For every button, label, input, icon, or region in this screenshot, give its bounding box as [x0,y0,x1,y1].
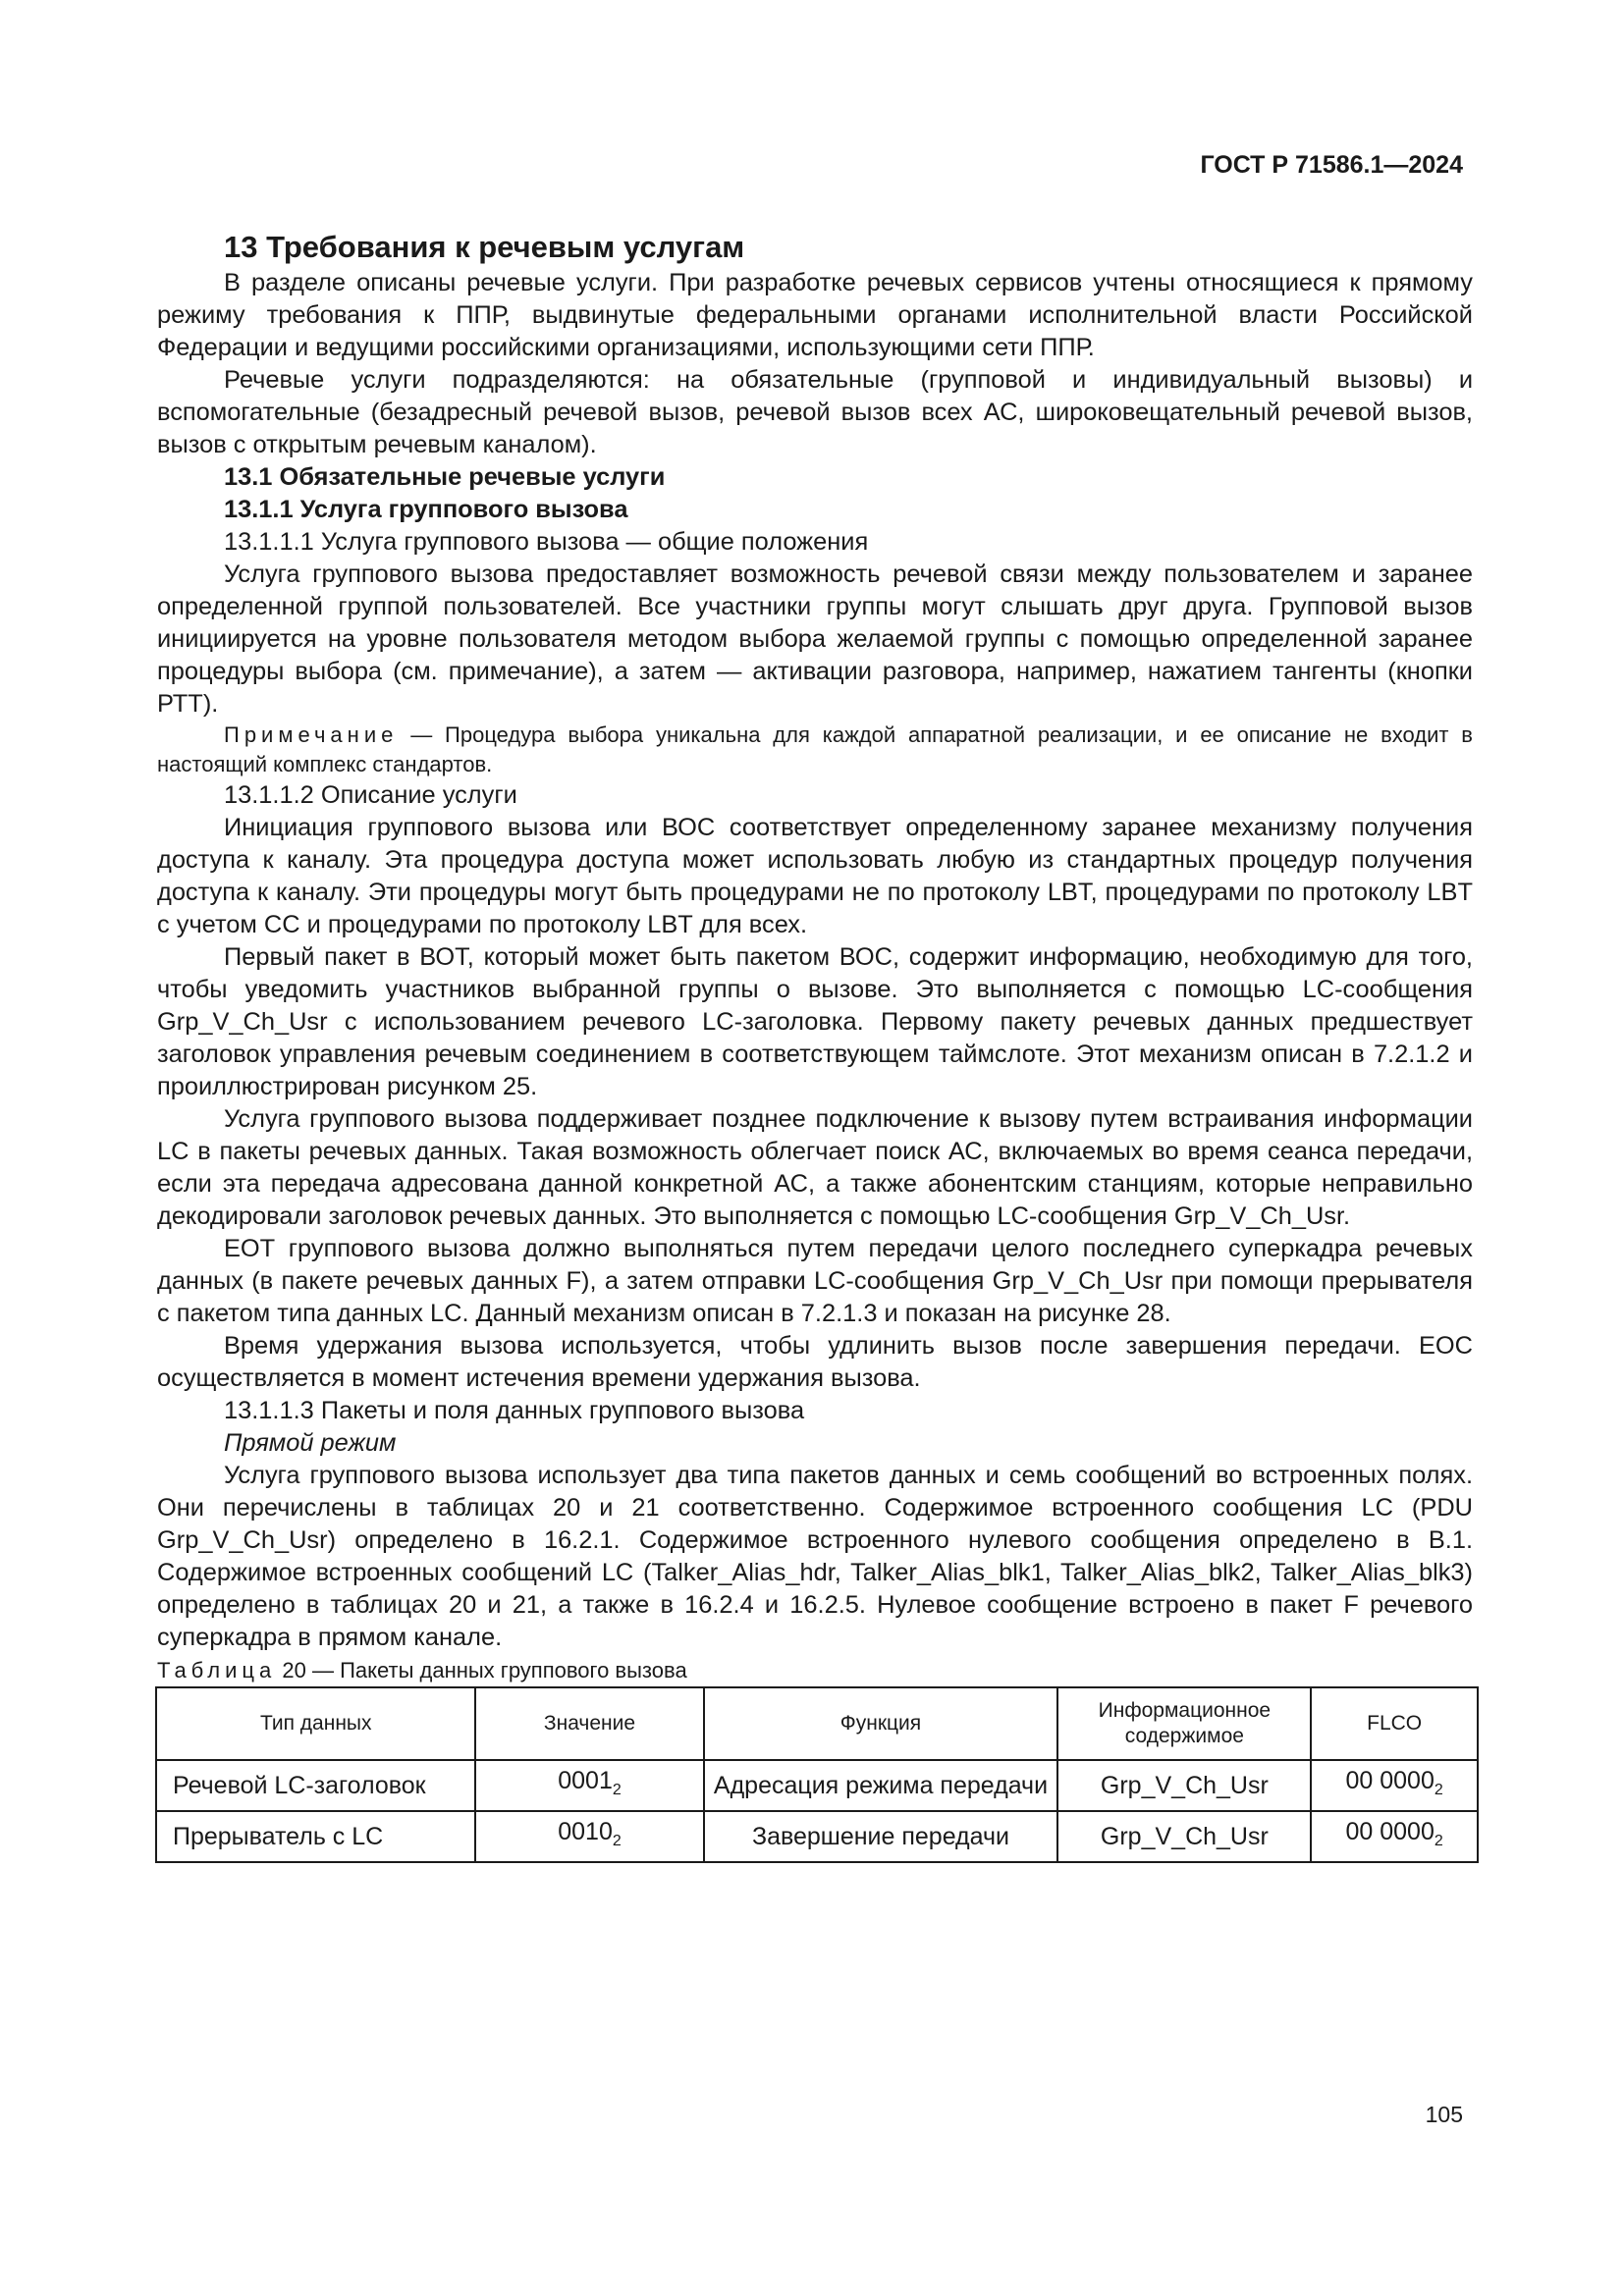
clause-title: 13.1.1 Услуга группового вызова [224,496,628,523]
subclause-2-paragraph-4: ЕОТ группового вызова должно выполняться путем передачи целого последнего суперкадра речевых данных (в пакете речевых данных F), а затем отправки LC-сообщения Grp_V_Ch_Usr при помощи прерывателя с пакетом типа данных LC. Данный механизм описан в 7.2.1.3 и показан на рисунке 28. [157,1235,1473,1327]
column-header-value: Значение [475,1687,703,1760]
cell-value [475,1760,703,1811]
cell-flco [1311,1760,1478,1811]
page-number: 105 [1425,2102,1463,2127]
subclause-3-paragraph: Услуга группового вызова использует два типа пакетов данных и семь сообщений во встроенных полях. Они перечислены в таблицах 20 и 21 соответственно. Содержимое встроенного сообщения LC (PDU Grp_V_Ch_Usr) определено в 16.2.1. Содержимое встроенного нулевого сообщения определено в В.1. Содержимое встроенных сообщений LC (Talker_Alias_hdr, Talker_Alias_blk1, Talker_Alias_blk2, Talker_Alias_blk3) определено в таблицах 20 и 21, а также в 16.2.4 и 16.2.5. Нулевое сообщение встроено в пакет F речевого суперкадра в прямом канале. [157,1462,1473,1651]
subclause-title-1: 13.1.1.1 Услуга группового вызова — общие положения [224,528,869,556]
cell-flco-text: 00 0000 [1345,1818,1435,1845]
column-header-function: Функция [704,1687,1058,1760]
cell-type: Речевой LC-заголовок [156,1760,475,1811]
subsection-title: 13.1 Обязательные речевые услуги [224,463,666,491]
table-caption-label: Таблица [157,1658,277,1682]
note [157,721,1473,779]
cell-flco-text: 00 0000 [1345,1767,1435,1794]
cell-value-text: 0010 [558,1818,613,1845]
cell-value [475,1811,703,1862]
intro-paragraph-2: Речевые услуги подразделяются: на обязательные (групповой и индивидуальный вызовы) и вспомогательные (безадресный речевой вызов, речевой вызов всех АС, широковещательный речевой вызов, вызов с открытым речевым каналом). [157,366,1473,458]
cell-info: Grp_V_Ch_Usr [1057,1760,1311,1811]
cell-value-subscript: 2 [612,1782,622,1798]
section-title: 13 Требования к речевым услугам [224,230,745,264]
column-header-info: Информационное содержимое [1057,1687,1311,1760]
subclause-2-paragraph-2: Первый пакет в ВОТ, который может быть пакетом ВОС, содержит информацию, необходимую для того, чтобы уведомить участников выбранной группы о вызове. Это выполняется с помощью LC-сообщения Grp_V_Ch_Usr с использованием речевого LC-заголовка. Первому пакету речевых данных предшествует заголовок управления речевым соединением в соответствующем таймслоте. Этот механизм описан в 7.2.1.2 и проиллюстрирован рисунком 25. [157,943,1473,1100]
table-row [156,1811,1478,1862]
cell-function: Завершение передачи [704,1811,1058,1862]
column-header-flco: FLCO [1311,1687,1478,1760]
data-packets-table [155,1686,1479,1863]
subclause-title-2: 13.1.1.2 Описание услуги [224,781,517,809]
intro-paragraph-1: В разделе описаны речевые услуги. При разработке речевых сервисов учтены относящиеся к прямому режиму требования к ППР, выдвинутые федеральными органами исполнительной власти Российской Федерации и ведущими российскими организациями, использующими сети ППР. [157,269,1473,361]
column-header-type: Тип данных [156,1687,475,1760]
cell-value-text: 0001 [558,1767,613,1794]
table-header-row [156,1687,1478,1760]
cell-flco-subscript: 2 [1434,1782,1443,1798]
cell-value-subscript: 2 [612,1833,622,1849]
cell-flco-subscript: 2 [1434,1833,1443,1849]
cell-function: Адресация режима передачи [704,1760,1058,1811]
note-text: — Процедура выбора уникальна для каждой аппаратной реализации, и ее описание не входит в настоящий комплекс стандартов. [157,722,1473,776]
subclause-2-paragraph-3: Услуга группового вызова поддерживает позднее подключение к вызову путем встраивания информации LC в пакеты речевых данных. Такая возможность облегчает поиск АС, включаемых во время сеанса передачи, если эта передача адресована данной конкретной АС, а также абонентским станциям, которые неправильно декодировали заголовок речевых данных. Это выполняется с помощью LC-сообщения Grp_V_Ch_Usr. [157,1105,1473,1230]
mode-label: Прямой режим [224,1429,397,1457]
subclause-2-paragraph-5: Время удержания вызова используется, чтобы удлинить вызов после завершения передачи. ЕОС осуществляется в момент истечения времени удержания вызова. [157,1332,1473,1392]
table-caption [157,1654,1473,1686]
cell-flco [1311,1811,1478,1862]
table-caption-text: 20 — Пакеты данных группового вызова [276,1658,687,1682]
subclause-title-3: 13.1.1.3 Пакеты и поля данных группового вызова [224,1397,805,1424]
subclause-1-paragraph: Услуга группового вызова предоставляет возможность речевой связи между пользователем и заранее определенной группой пользователей. Все участники группы могут слышать друг друга. Групповой вызов инициируется на уровне пользователя методом выбора желаемой группы с помощью определенной заранее процедуры выбора (см. примечание), а затем — активации разговора, например, нажатием тангенты (кнопки РТТ). [157,561,1473,718]
subclause-2-paragraph-1: Инициация группового вызова или ВОС соответствует определенному заранее механизму получения доступа к каналу. Эта процедура доступа может использовать любую из стандартных процедур получения доступа к каналу. Эти процедуры могут быть процедурами не по протоколу LBT, процедурами по протоколу LBT с учетом СС и процедурами по протоколу LBT для всех. [157,814,1473,938]
cell-type: Прерыватель с LC [156,1811,475,1862]
document-header-id: ГОСТ Р 71586.1—2024 [1200,151,1463,179]
page-content [157,228,1473,1863]
cell-info: Grp_V_Ch_Usr [1057,1811,1311,1862]
note-label: Примечание [224,722,399,747]
table-row [156,1760,1478,1811]
